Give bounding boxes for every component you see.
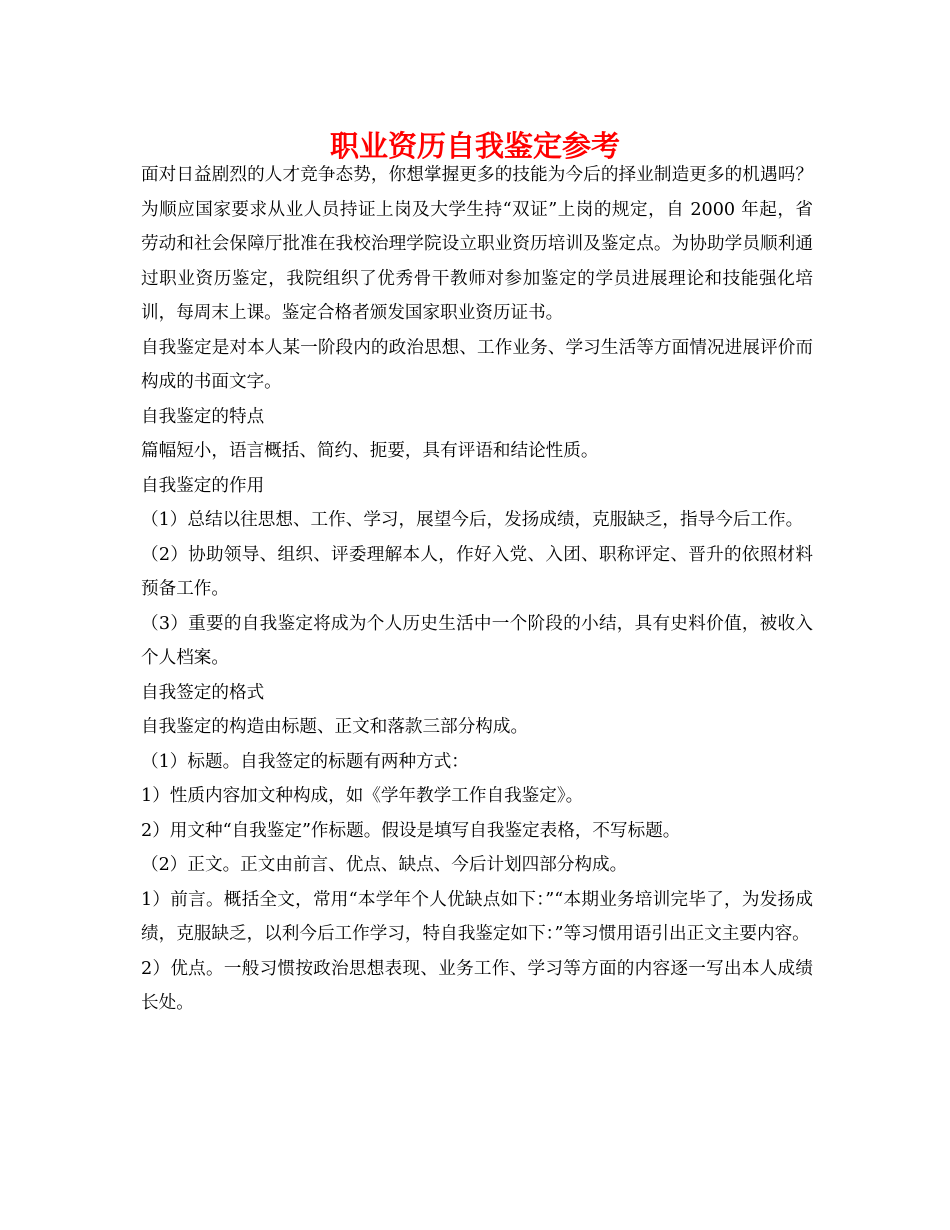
list-item: 2）优点。一般习惯按政治思想表现、业务工作、学习等方面的内容逐一写出本人成绩长处。 xyxy=(141,958,813,1013)
section-heading: 自我签定的格式 xyxy=(141,682,265,703)
section-heading: 自我鉴定的特点 xyxy=(141,406,265,427)
paragraph: 自我鉴定是对本人某一阶段内的政治思想、工作业务、学习生活等方面情况进展评价而构成的书面文字。 xyxy=(141,337,813,392)
document-body xyxy=(141,158,813,1021)
paragraph: 面对日益剧烈的人才竞争态势，你想掌握更多的技能为今后的择业制造更多的机遇吗？为顺应国家要求从业人员持证上岗及大学生持“双证”上岗的规定，自 2000 年起，省劳动和社会保障厅批准在我校治理学院设立职业资历培训及鉴定点。为协助学员顺利通过职业资历鉴定，我院组织了优秀骨干教师对参加鉴定的学员进展理论和技能强化培训，每周末上课。鉴定合格者颁发国家职业资历证书。 xyxy=(141,165,813,323)
list-item: （1）标题。自我签定的标题有两种方式： xyxy=(141,751,469,772)
paragraph: 自我鉴定的构造由标题、正文和落款三部分构成。 xyxy=(141,717,529,737)
list-item: （1）总结以往思想、工作、学习，展望今后，发扬成绩，克服缺乏，指导今后工作。 xyxy=(141,510,804,530)
list-item: （2）正文。正文由前言、优点、缺点、今后计划四部分构成。 xyxy=(141,855,628,875)
paragraph: 篇幅短小，语言概括、简约、扼要，具有评语和结论性质。 xyxy=(141,441,599,461)
section-heading: 自我鉴定的作用 xyxy=(141,475,265,496)
list-item: 1）前言。概括全文，常用“本学年个人优缺点如下：”“本期业务培训完毕了，为发扬成绩，克服缺乏，以利今后工作学习，特自我鉴定如下：”等习惯用语引出正文主要内容。 xyxy=(141,889,813,944)
document-title: 职业资历自我鉴定参考 xyxy=(329,129,620,163)
list-item: （3）重要的自我鉴定将成为个人历史生活中一个阶段的小结，具有史料价值，被收入个人档案。 xyxy=(141,613,813,668)
list-item: 1）性质内容加文种构成，如《学年教学工作自我鉴定》。 xyxy=(141,786,584,806)
list-item: （2）协助领导、组织、评委理解本人，作好入党、入团、职称评定、晋升的依照材料预备工作。 xyxy=(141,544,813,599)
list-item: 2）用文种“自我鉴定”作标题。假设是填写自我鉴定表格，不写标题。 xyxy=(141,820,681,841)
